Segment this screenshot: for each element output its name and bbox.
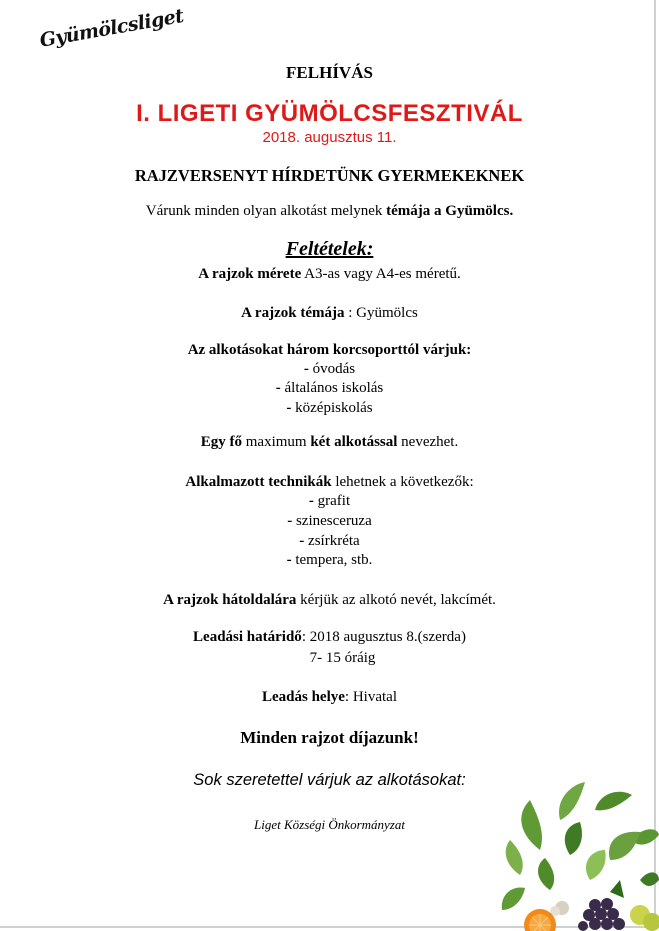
limit-bold2: két alkotással — [310, 434, 398, 450]
theme-bold: A rajzok témája — [241, 305, 345, 321]
fruit-plant-icon — [500, 780, 659, 931]
closing-line: Sok szeretettel várjuk az alkotásokat: — [193, 771, 466, 789]
age-group-item: - óvodás — [303, 361, 356, 377]
deadline-hours: 7- 15 óráig — [309, 650, 376, 666]
technique-item: - szinesceruza — [287, 513, 372, 529]
size-rest: A3-as vagy A4-es méretű. — [301, 266, 461, 282]
backside-bold: A rajzok hátoldalára — [163, 592, 297, 608]
techniques-heading: Alkalmazott technikák lehetnek a következők: — [185, 474, 474, 490]
techniques-bold: Alkalmazott technikák — [185, 474, 332, 490]
place-bold: Leadás helye — [262, 689, 345, 705]
deadline-bold: Leadási határidő — [193, 629, 302, 645]
limit-bold1: Egy fő — [200, 434, 242, 450]
theme-rest: : Gyümölcs — [344, 305, 418, 321]
award-line: Minden rajzot díjazunk! — [240, 728, 419, 747]
intro-pre: Várunk minden olyan alkotást melynek — [145, 203, 387, 219]
age-groups-heading: Az alkotásokat három korcsoporttól várjuk: — [187, 342, 472, 358]
competition-subtitle: RAJZVERSENYT HÍRDETÜNK GYERMEKEKNEK — [134, 166, 525, 185]
signature: Liget Községi Önkormányzat — [254, 817, 405, 832]
technique-item: - grafit — [308, 493, 351, 509]
age-group-item: - középiskolás — [286, 400, 373, 416]
felhivas-heading: FELHÍVÁS — [286, 63, 373, 82]
theme-rule — [0, 305, 659, 322]
technique-item: - tempera, stb. — [286, 552, 373, 568]
festival-title: I. LIGETI GYÜMÖLCSFESZTIVÁL — [136, 100, 523, 127]
place-rule: Leadás helye: Hivatal — [262, 689, 397, 705]
conditions-heading: Feltételek: — [285, 238, 374, 260]
intro-bold: témája a Gyümölcs. — [386, 203, 514, 219]
intro-text — [0, 203, 659, 220]
festival-date: 2018. augusztus 11. — [262, 129, 397, 146]
age-group-item: - általános iskolás — [275, 380, 384, 396]
deadline-rule: Leadási határidő: 2018 augusztus 8.(szerda) — [193, 629, 466, 645]
gyumolcsliget-logo: Gyümölcsliget — [38, 4, 186, 52]
size-bold: A rajzok mérete — [198, 266, 302, 282]
limit-rule: Egy fő maximum két alkotással nevezhet. — [200, 434, 459, 450]
technique-item: - zsírkréta — [299, 533, 360, 549]
backside-rule: A rajzok hátoldalára kérjük az alkotó nevét, lakcímét. — [163, 592, 496, 608]
size-rule — [0, 266, 659, 283]
